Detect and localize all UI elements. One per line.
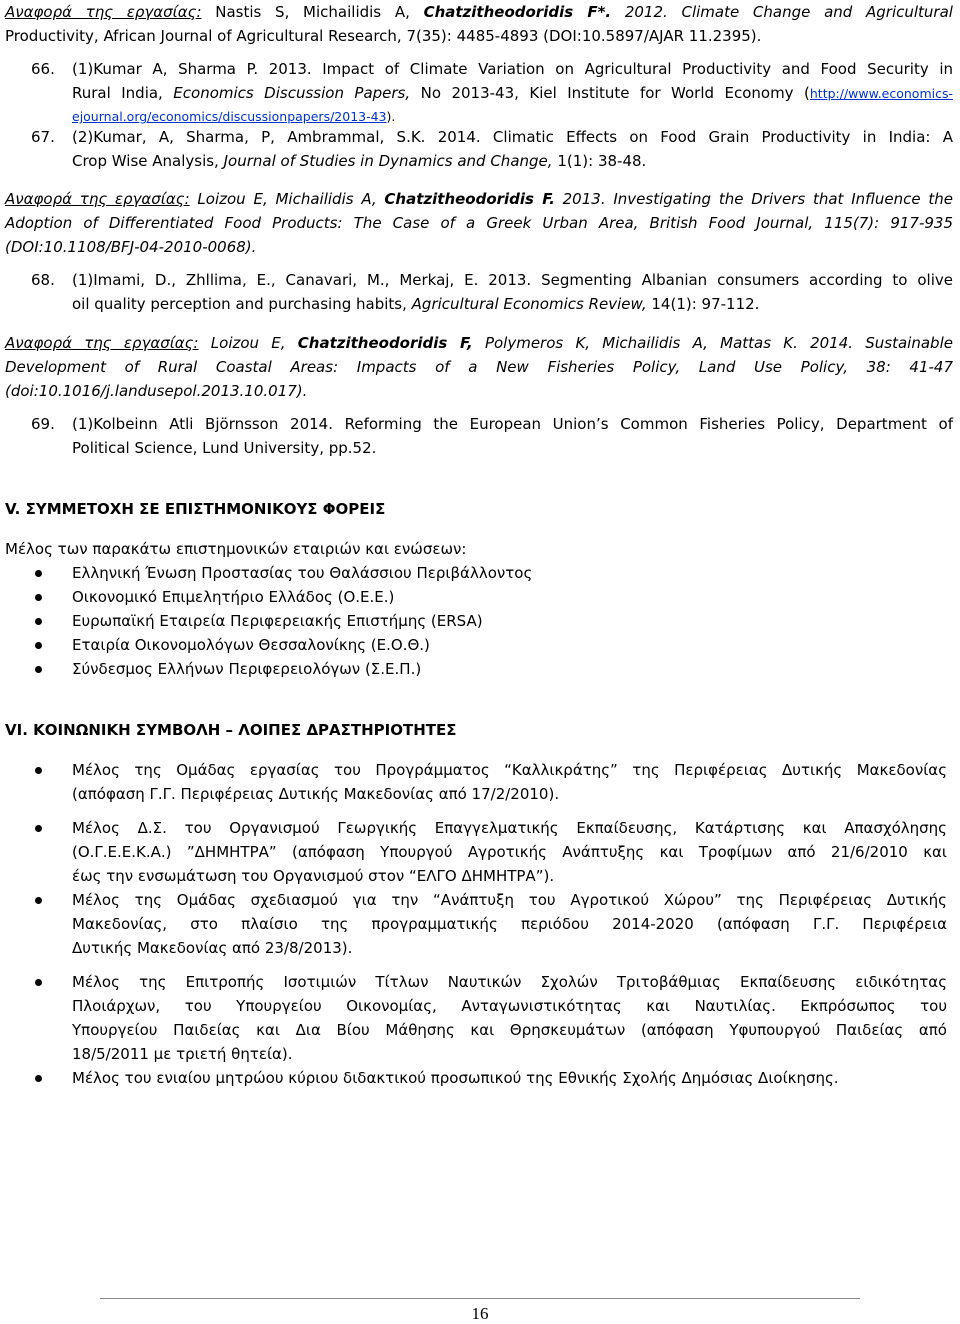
economics-journal-link-continued[interactable]: ejournal.org/economics/discussionpapers/2013-43 (72, 109, 387, 124)
list-item-line: Μέλος Δ.Σ. του Οργανισμού Γεωργικής Επαγγελματικής Εκπαίδευσης, Κατάρτισης και Απασχόλησης (72, 819, 947, 837)
list-item-line: Πλοιάρχων, του Υπουργείου Οικονομίας, Ανταγωνιστικότητας και Ναυτιλίας. Εκπρόσωπος του (72, 997, 947, 1015)
reference-year-title: Polymeros K, Michailidis A, Mattas K. 2014. Sustainable (484, 334, 953, 352)
reference-note-line: (DOI:10.1108/BFJ-04-2010-0068). (5, 238, 257, 256)
list-item (5, 585, 953, 609)
list-item-line: Υπουργείου Παιδείας και Δια Βίου Μάθησης και Θρησκευμάτων (απόφαση Υφυπουργού Παιδείας από (72, 1021, 947, 1039)
entry-line (72, 106, 953, 127)
entry-number: 66. (31, 60, 55, 78)
section-v-list (5, 561, 953, 681)
entry-line: (1)Kolbeinn Atli Björnsson 2014. Reforming the European Union’s Common Fisheries Policy, Department of (72, 415, 953, 433)
bullet-icon (35, 666, 42, 673)
entry-line (72, 81, 953, 106)
reference-note-line: (doi:10.1016/j.landusepol.2013.10.017). (5, 382, 308, 400)
reference-note-68 (5, 331, 953, 403)
reference-note-line: Productivity, African Journal of Agricultural Research, 7(35): 4485-4893 (DOI:10.5897/AJAR 11.2395). (5, 27, 762, 45)
reference-note-65 (5, 0, 953, 48)
entry-text: ). (386, 109, 396, 124)
list-item-line: (απόφαση Γ.Γ. Περιφέρειας Δυτικής Μακεδονίας από 17/2/2010). (72, 785, 560, 803)
reference-entry-68 (5, 268, 953, 316)
economics-journal-link[interactable]: http://www.economics- (809, 86, 953, 101)
list-item-line: Μέλος του ενιαίου μητρώου κύριου διδακτικού προσωπικού της Εθνικής Σχολής Δημόσιας Διοίκησης. (72, 1069, 839, 1087)
list-item-line: Μέλος της Ομάδας σχεδιασμού για την “Ανάπτυξη του Αγροτικού Χώρου” της Περιφέρειας Δυτικής (72, 891, 947, 909)
reference-year-title: 2013. Investigating the Drivers that Influence the (562, 190, 953, 208)
page-number: 16 (471, 1304, 489, 1323)
list-item (5, 561, 953, 585)
entry-text: Crop Wise Analysis, (72, 152, 219, 170)
list-item (5, 888, 947, 960)
entry-line (72, 292, 953, 316)
list-item (5, 816, 947, 888)
reference-entry-67 (5, 125, 953, 173)
entry-line: (1)Kumar A, Sharma P. 2013. Impact of Climate Variation on Agricultural Productivity and Food Security in (72, 60, 953, 78)
entry-text: Rural India, (72, 84, 163, 102)
bullet-icon (35, 767, 42, 774)
reference-bold-author: Chatzitheodoridis F. (384, 190, 555, 208)
list-item-line: Μακεδονίας, στο πλαίσιο της προγραμματικής περιόδου 2014-2020 (απόφαση Γ.Γ. Περιφέρεια (72, 915, 947, 933)
reference-label: Αναφορά της εργασίας: (5, 3, 202, 21)
reference-note-line (5, 187, 953, 211)
section-v-title: V. ΣΥΜΜΕΤΟΧΗ ΣΕ ΕΠΙΣΤΗΜΟΝΙΚΟΥΣ ΦΟΡΕΙΣ (5, 500, 386, 518)
list-item (5, 970, 947, 1066)
list-item-line: Δυτικής Μακεδονίας από 23/8/2013). (72, 939, 353, 957)
entry-line: (1)Imami, D., Zhllima, E., Canavari, M., Merkaj, E. 2013. Segmenting Albanian consumers according to olive (72, 271, 953, 289)
list-item-line: 18/5/2011 με τριετή θητεία). (72, 1045, 293, 1063)
list-item (5, 758, 947, 806)
list-item-text: Ευρωπαϊκή Εταιρεία Περιφερειακής Επιστήμης (ERSA) (72, 612, 483, 630)
list-item-line: (Ο.Γ.Ε.Ε.Κ.Α.) ”ΔΗΜΗΤΡΑ” (απόφαση Υπουργού Αγροτικής Ανάπτυξης και Τροφίμων από 21/6/2010 και (72, 843, 947, 861)
reference-label: Αναφορά της εργασίας: (5, 334, 199, 352)
entry-text: oil quality perception and purchasing habits, (72, 295, 407, 313)
section-v-intro: Μέλος των παρακάτω επιστημονικών εταιριών και ενώσεων: (5, 540, 467, 558)
bullet-icon (35, 594, 42, 601)
entry-journal: Economics Discussion Papers, (173, 84, 411, 102)
list-item (5, 633, 953, 657)
bullet-icon (35, 570, 42, 577)
section-vi-title: VI. ΚΟΙΝΩΝΙΚΗ ΣΥΜΒΟΛΗ – ΛΟΙΠΕΣ ΔΡΑΣΤΗΡΙΟΤΗΤΕΣ (5, 721, 457, 739)
reference-entry-69 (5, 412, 953, 460)
bullet-icon (35, 979, 42, 986)
bullet-icon (35, 897, 42, 904)
reference-bold-author: Chatzitheodoridis F*. (423, 3, 612, 21)
entry-text: 1(1): 38-48. (557, 152, 647, 170)
list-item-text: Οικονομικό Επιμελητήριο Ελλάδος (Ο.Ε.Ε.) (72, 588, 395, 606)
list-item-text: Εταιρία Οικονομολόγων Θεσσαλονίκης (Ε.Ο.Θ.) (72, 636, 430, 654)
list-item (5, 609, 953, 633)
reference-authors: Loizou E, (210, 334, 286, 352)
list-item-line: έως την ενσωμάτωση του Οργανισμού στον “ΕΛΓΟ ΔΗΜΗΤΡΑ”). (72, 867, 555, 885)
entry-line (72, 149, 953, 173)
entry-text: 14(1): 97-112. (651, 295, 760, 313)
reference-authors: Loizou E, Michailidis A, (197, 190, 377, 208)
reference-bold-author: Chatzitheodoridis F, (297, 334, 473, 352)
entry-line: (2)Kumar, A, Sharma, P, Ambrammal, S.K. 2014. Climatic Effects on Food Grain Productivity in India: A (72, 128, 953, 146)
reference-note-67 (5, 187, 953, 259)
reference-note-line (5, 331, 953, 355)
bullet-icon (35, 825, 42, 832)
reference-label: Αναφορά της εργασίας: (5, 190, 190, 208)
reference-note-line: Development of Rural Coastal Areas: Impacts of a New Fisheries Policy, Land Use Policy, 38: 41-47 (5, 358, 953, 376)
entry-number: 67. (31, 128, 55, 146)
list-item-line: Μέλος της Ομάδας εργασίας του Προγράμματος “Καλλικράτης” της Περιφέρειας Δυτικής Μακεδονίας (72, 761, 947, 779)
entry-journal: Journal of Studies in Dynamics and Change, (223, 152, 553, 170)
list-item (5, 657, 953, 681)
reference-year-title: 2012. Climate Change and Agricultural (624, 3, 953, 21)
section-vi-list (5, 758, 947, 1090)
list-item-text: Ελληνική Ένωση Προστασίας του Θαλάσσιου Περιβάλλοντος (72, 564, 533, 582)
bullet-icon (35, 642, 42, 649)
list-item-text: Σύνδεσμος Ελλήνων Περιφερειολόγων (Σ.Ε.Π.) (72, 660, 422, 678)
reference-entry-66 (5, 57, 953, 127)
entry-text: No 2013-43, Kiel Institute for World Economy ( (420, 84, 810, 102)
list-item-line: Μέλος της Επιτροπής Ισοτιμιών Τίτλων Ναυτικών Σχολών Τριτοβάθμιας Εκπαίδευσης ειδικότητας (72, 973, 947, 991)
entry-line: Political Science, Lund University, pp.52. (72, 439, 377, 457)
footer-divider (100, 1298, 860, 1299)
entry-number: 68. (31, 271, 55, 289)
reference-note-line: Adoption of Differentiated Food Products: The Case of a Greek Urban Area, British Food Journal, 115(7): 917-935 (5, 214, 953, 232)
reference-note-line (5, 0, 953, 24)
reference-authors: Nastis S, Michailidis A, (215, 3, 410, 21)
entry-journal: Agricultural Economics Review, (411, 295, 647, 313)
bullet-icon (35, 1075, 42, 1082)
bullet-icon (35, 618, 42, 625)
list-item (5, 1066, 947, 1090)
entry-number: 69. (31, 415, 55, 433)
